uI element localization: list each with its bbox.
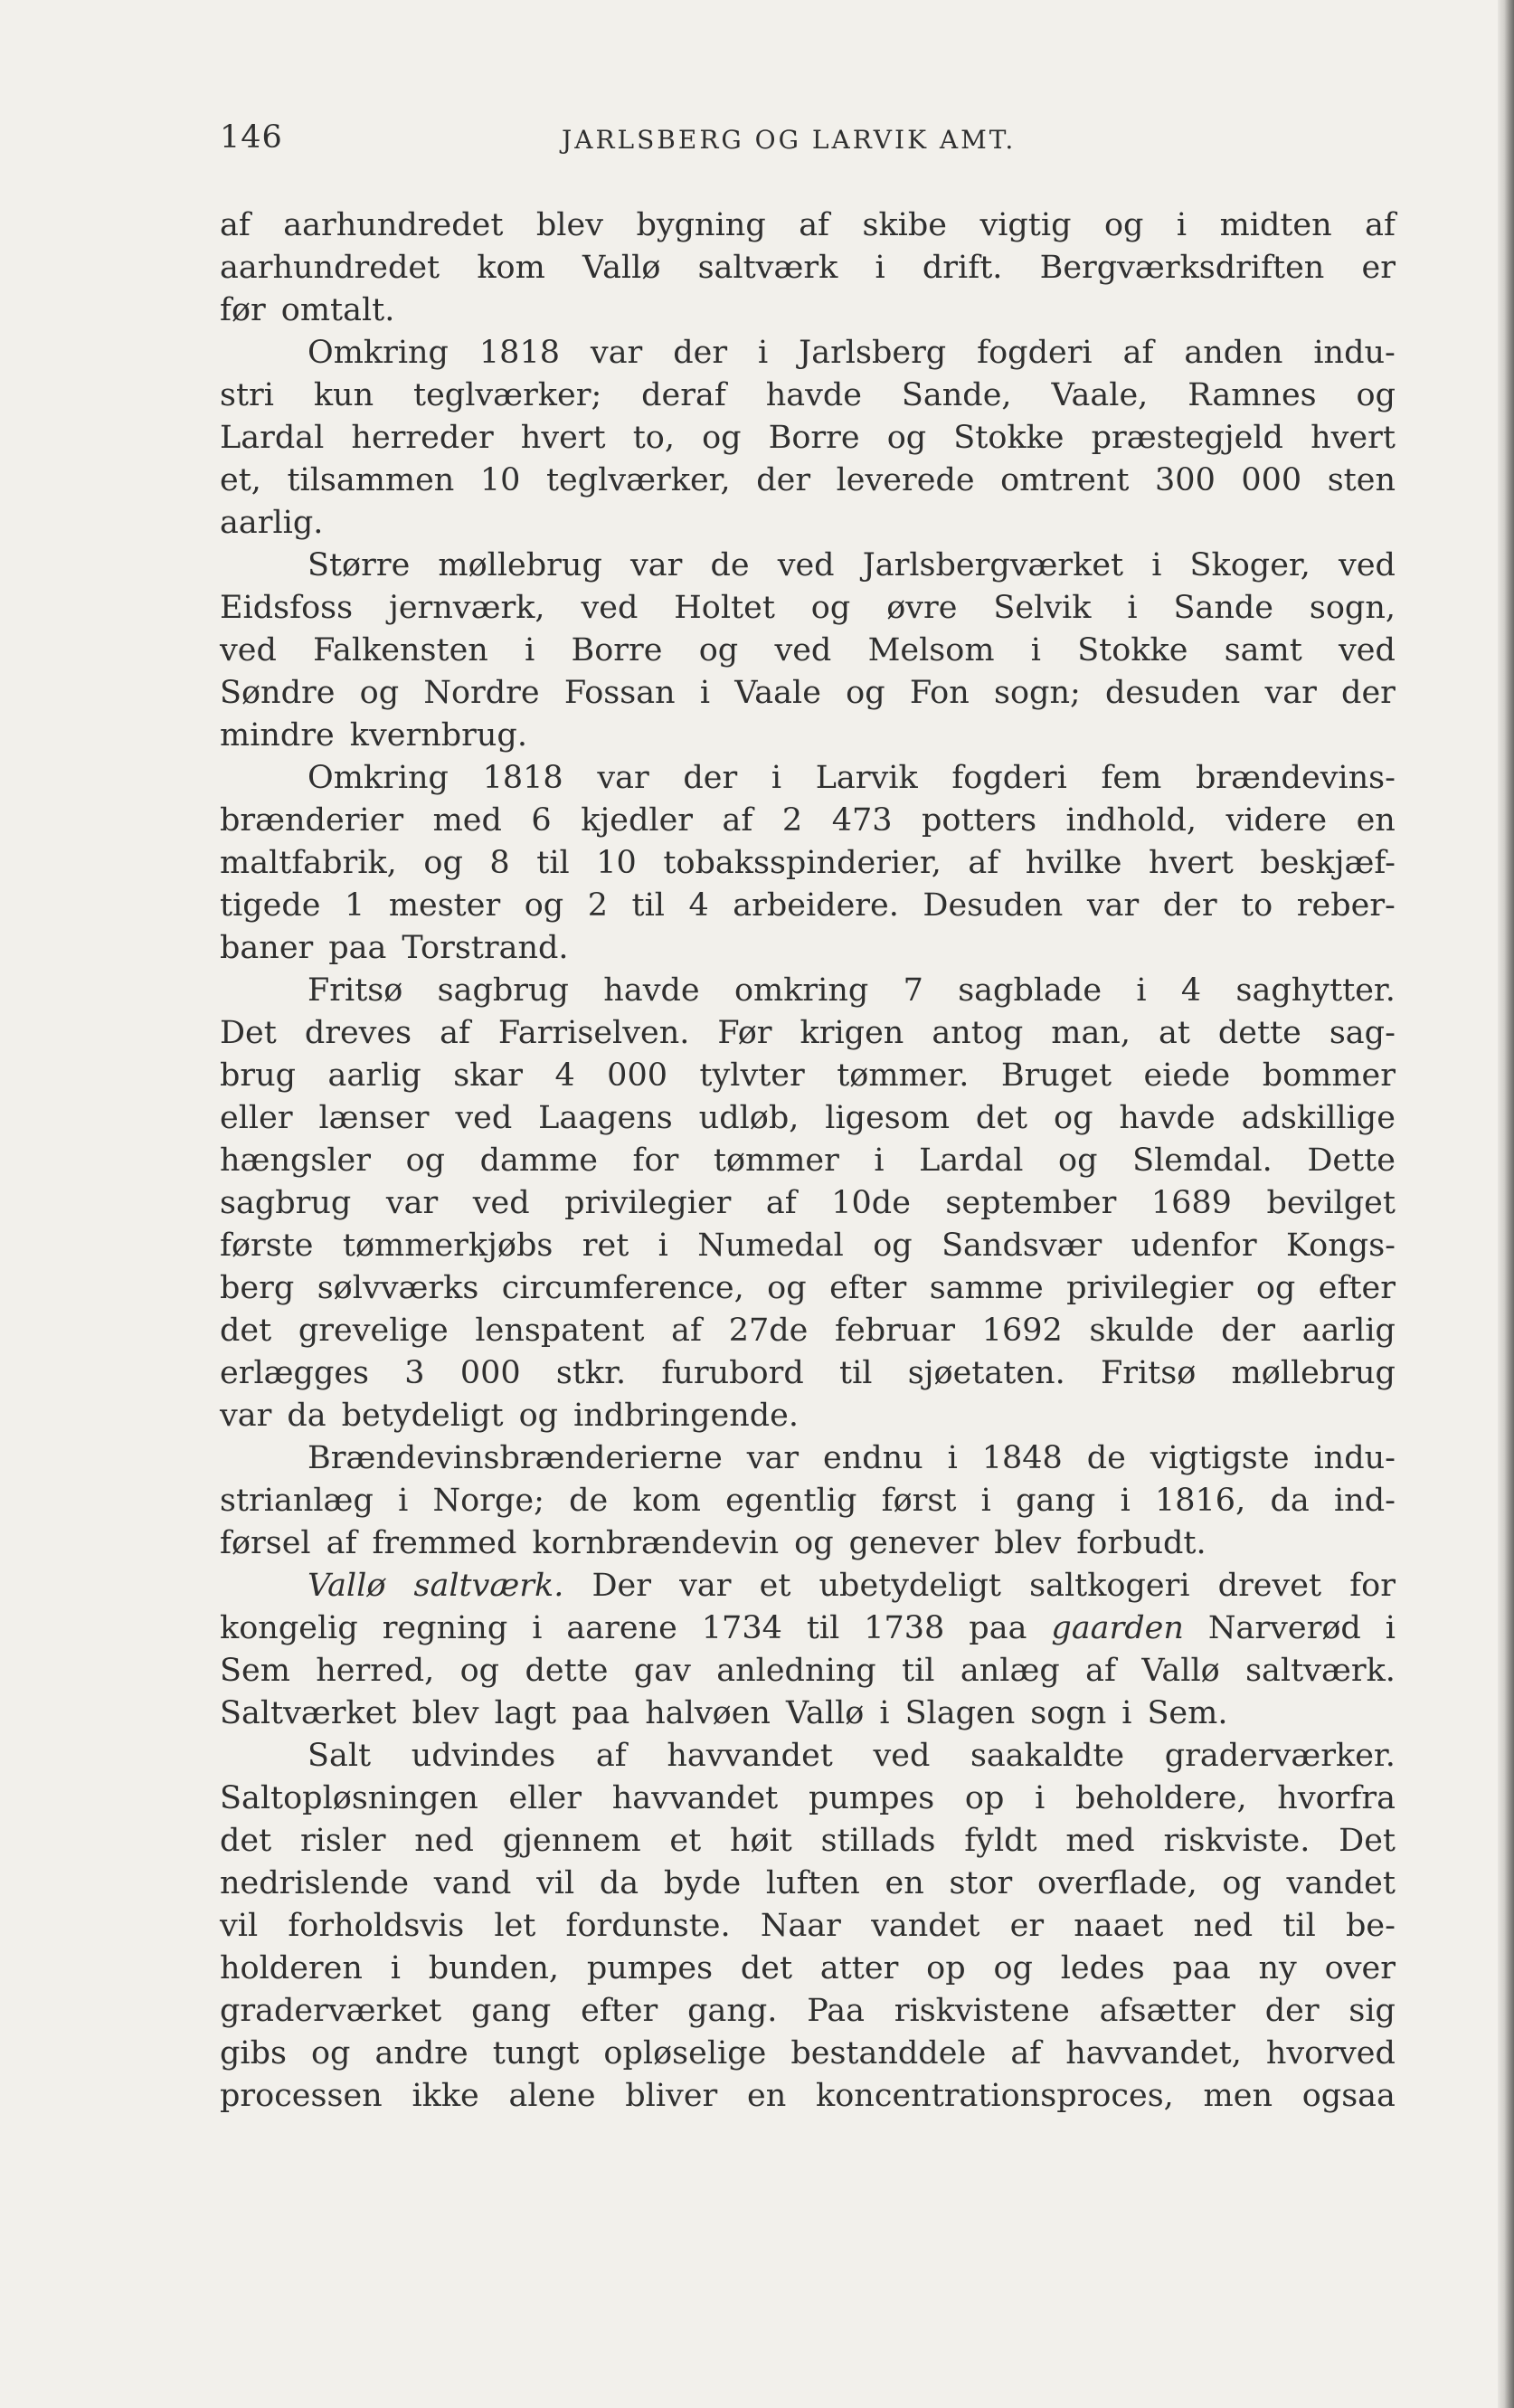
text-line: eller lænser ved Laagens udløb, ligesom det og havde adskillige bbox=[220, 1100, 1396, 1136]
text-line: Omkring 1818 var der i Larvik fogderi fem brændevins- bbox=[308, 760, 1396, 796]
page-number: 146 bbox=[220, 119, 283, 156]
text-line: Vallø saltværk. Der var et ubetydeligt saltkogeri drevet for bbox=[308, 1568, 1396, 1604]
text-line: et, tilsammen 10 teglværker, der leverede omtrent 300 000 sten bbox=[220, 462, 1396, 498]
text-line: Saltværket blev lagt paa halvøen Vallø i Slagen sogn i Sem. bbox=[220, 1695, 1228, 1731]
text-line: første tømmerkjøbs ret i Numedal og Sandsvær udenfor Kongs- bbox=[220, 1228, 1396, 1264]
text-line: Større møllebrug var de ved Jarlsbergværket i Skoger, ved bbox=[308, 547, 1396, 583]
text-line: Sem herred, og dette gav anledning til anlæg af Vallø saltværk. bbox=[220, 1653, 1396, 1689]
text-line: brug aarlig skar 4 000 tylvter tømmer. Bruget eiede bommer bbox=[220, 1057, 1396, 1094]
text-line: maltfabrik, og 8 til 10 tobaksspinderier, af hvilke hvert beskjæf- bbox=[220, 845, 1396, 881]
text-line: førsel af fremmed kornbrændevin og genever blev forbudt. bbox=[220, 1525, 1206, 1561]
text-line: holderen i bunden, pumpes det atter op og ledes paa ny over bbox=[220, 1950, 1396, 1986]
text-line: det grevelige lenspatent af 27de februar 1692 skulde der aarlig bbox=[220, 1313, 1396, 1349]
text-line: mindre kvernbrug. bbox=[220, 717, 527, 754]
text-line: Omkring 1818 var der i Jarlsberg fogderi af anden indu- bbox=[308, 335, 1396, 371]
text-line: Lardal herreder hvert to, og Borre og Stokke præstegjeld hvert bbox=[220, 420, 1396, 456]
text-line: nedrislende vand vil da byde luften en stor overflade, og vandet bbox=[220, 1865, 1396, 1901]
page-edge-shadow bbox=[1498, 0, 1514, 2408]
text-line: stri kun teglværker; deraf havde Sande, Vaale, Ramnes og bbox=[220, 377, 1396, 413]
text-line: før omtalt. bbox=[220, 292, 395, 328]
text-line: Fritsø sagbrug havde omkring 7 sagblade i 4 saghytter. bbox=[308, 972, 1396, 1009]
text-line: tigede 1 mester og 2 til 4 arbeidere. Desuden var der to reber- bbox=[220, 887, 1396, 924]
text-line: Brændevinsbrænderierne var endnu i 1848 de vigtigste indu- bbox=[308, 1440, 1396, 1476]
text-line: vil forholdsvis let fordunste. Naar vandet er naaet ned til be- bbox=[220, 1908, 1396, 1944]
text-line: Søndre og Nordre Fossan i Vaale og Fon sogn; desuden var der bbox=[220, 675, 1396, 711]
text-line: hængsler og damme for tømmer i Lardal og Slemdal. Dette bbox=[220, 1142, 1396, 1179]
text-line: Eidsfoss jernværk, ved Holtet og øvre Selvik i Sande sogn, bbox=[220, 590, 1396, 626]
running-title: JARLSBERG OG LARVIK AMT. bbox=[562, 125, 1017, 155]
text-line: kongelig regning i aarene 1734 til 1738 paa gaarden Narverød i bbox=[220, 1610, 1396, 1646]
page-header bbox=[220, 119, 1396, 165]
text-line: Saltopløsningen eller havvandet pumpes op i beholdere, hvorfra bbox=[220, 1780, 1396, 1816]
text-line: aarlig. bbox=[220, 505, 324, 541]
text-line: berg sølvværks circumference, og efter samme privilegier og efter bbox=[220, 1270, 1396, 1306]
text-line: af aarhundredet blev bygning af skibe vigtig og i midten af bbox=[220, 207, 1396, 243]
body-text bbox=[220, 204, 1396, 2118]
text-line: processen ikke alene bliver en koncentrationsproces, men ogsaa bbox=[220, 2078, 1396, 2114]
text-line: brænderier med 6 kjedler af 2 473 potters indhold, videre en bbox=[220, 802, 1396, 839]
text-line: baner paa Torstrand. bbox=[220, 930, 569, 966]
text-line: var da betydeligt og indbringende. bbox=[220, 1398, 799, 1434]
text-line: erlægges 3 000 stkr. furubord til sjøetaten. Fritsø møllebrug bbox=[220, 1355, 1396, 1391]
text-line: sagbrug var ved privilegier af 10de september 1689 bevilget bbox=[220, 1185, 1396, 1221]
text-line: gibs og andre tungt opløselige bestanddele af havvandet, hvorved bbox=[220, 2035, 1396, 2071]
text-line: ved Falkensten i Borre og ved Melsom i Stokke samt ved bbox=[220, 632, 1396, 668]
text-line: graderværket gang efter gang. Paa riskvistene afsætter der sig bbox=[220, 1993, 1396, 2029]
text-line: Det dreves af Farriselven. Før krigen antog man, at dette sag- bbox=[220, 1015, 1396, 1051]
text-line: Salt udvindes af havvandet ved saakaldte graderværker. bbox=[308, 1738, 1396, 1774]
text-line: strianlæg i Norge; de kom egentlig først i gang i 1816, da ind- bbox=[220, 1483, 1396, 1519]
text-line: aarhundredet kom Vallø saltværk i drift. Bergværksdriften er bbox=[220, 250, 1396, 286]
text-line: det risler ned gjennem et høit stillads fyldt med riskviste. Det bbox=[220, 1823, 1396, 1859]
